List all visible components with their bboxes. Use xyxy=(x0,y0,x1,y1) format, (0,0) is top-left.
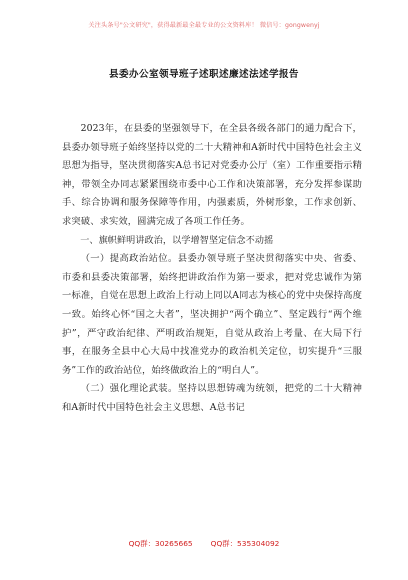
footer-qq-group-1: QQ群：30265665 xyxy=(128,539,193,548)
document-title: 县委办公室领导班子述职述廉述法述学报告 xyxy=(109,69,299,80)
document-body xyxy=(62,120,362,418)
footer-qq-group-2: QQ群：535304092 xyxy=(210,539,280,548)
body-paragraph-political-stance: （一）提高政治站位。县委办领导班子坚决贯彻落实中央、省委、市委和县委决策部署，始终把讲政治作为第一要求，把对党忠诚作为第一标准，自觉在思想上政治上行动上同以A同志为核心的党中央保持高度一致。始终心怀“国之大者”，坚决拥护“两个确立”、坚定践行“两个维护”，严守政治纪律、严明政治规矩，自觉从政治上考量、在大局下行事，在服务全县中心大局中找准党办的政治机关定位，切实提升“三服务”工作的政治站位，始终做政治上的“明白人”。 xyxy=(62,253,362,376)
body-paragraph-intro: 2023年，在县委的坚强领导下，在全县各级各部门的通力配合下，县委办领导班子始终坚持以党的二十大精神和A新时代中国特色社会主义思想为指导，坚决贯彻落实A总书记对党委办公厅（室）工作重要指示精神，带领全办同志紧紧围绕市委中心工作和决策部署，充分发挥参谋助手、综合协调和服务保障等作用，内强素质，外树形象，工作求创新、求突破、求实效，圆满完成了各项工作任务。 xyxy=(62,123,362,227)
body-paragraph-theory: （二）强化理论武装。坚持以思想铸魂为统领，把党的二十大精神和A新时代中国特色社会主义思想、A总书记 xyxy=(62,383,362,413)
top-banner: 关注头条号"公文研究"，获得最新最全最专业的公文资料库！ 微信号：gongwenyj xyxy=(88,22,320,29)
section-heading-1: 一、旗帜鲜明讲政治，以学增智坚定信念不动摇 xyxy=(80,235,274,246)
footer-contact xyxy=(0,538,408,549)
